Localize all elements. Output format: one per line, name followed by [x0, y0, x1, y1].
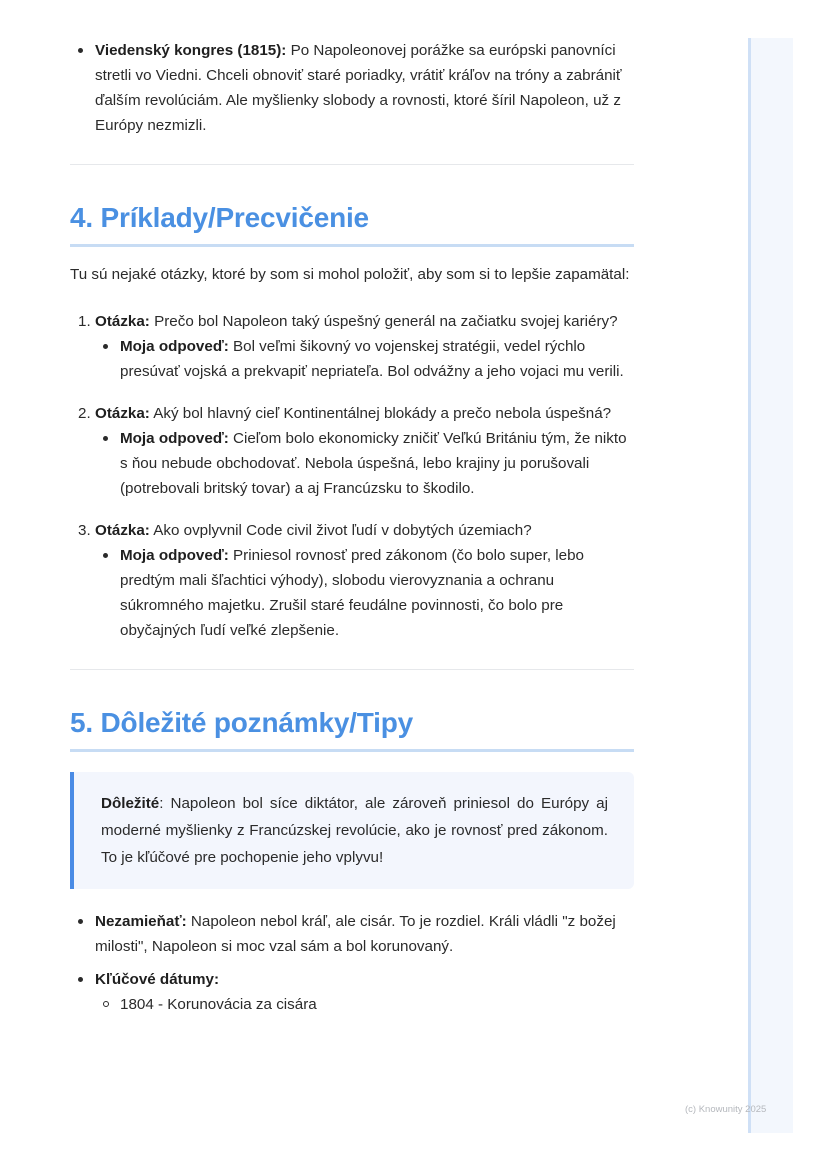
dates-list [95, 992, 634, 1017]
bullet-text: Po Napoleonovej porážke sa európski panovníci stretli vo Viedni. Chceli obnoviť staré poriadky, vrátiť kráľov na tróny a zabrániť ďalším revolúciám. Ale myšlienky slobody a rovnosti, ktoré šíril Napoleon, už z Európy nezmizli. [95, 42, 622, 134]
answer-list [95, 543, 634, 643]
copyright-footer: (c) Knowunity 2025 [685, 1104, 767, 1115]
question-item [70, 401, 634, 501]
question-item [70, 309, 634, 384]
important-callout [70, 772, 634, 889]
answer-text: Cieľom bolo ekonomicky zničiť Veľkú Britániu tým, že nikto s ňou nebude obchodovať. Nebola úspešná, lebo krajiny ju porušovali (potrebovali britský tovar) a aj Francúzsku to škodilo. [120, 430, 627, 497]
answer-list [95, 426, 634, 501]
callout-label: Dôležité [101, 795, 160, 812]
question-text: Ako ovplyvnil Code civil život ľudí v dobytých územiach? [149, 522, 532, 539]
answer-item [95, 543, 634, 643]
bullet-label: Kľúčové dátumy: [95, 971, 219, 988]
document-content [70, 38, 634, 1017]
callout-text: : Napoleon bol síce diktátor, ale zároveň priniesol do Európy aj moderné myšlienky z Francúzskej revolúcie, ako je rovnosť pred zákonom. To je kľúčové pre pochopenie jeho vplyvu! [101, 795, 608, 866]
answer-text: Bol veľmi šikovný vo vojenskej stratégii, vedel rýchlo presúvať vojská a prekvapiť nepriateľa. Bol odvážny a jeho vojaci mu verili. [120, 338, 624, 380]
answer-list [95, 334, 634, 384]
answer-item [95, 334, 634, 384]
list-item [70, 909, 634, 959]
answer-label: Moja odpoveď: [120, 430, 229, 447]
section-intro: Tu sú nejaké otázky, ktoré by som si mohol položiť, aby som si to lepšie zapamätal: [70, 266, 630, 283]
question-number: 2. [78, 405, 91, 422]
bullet-label: Nezamieňať: [95, 913, 187, 930]
list-item [70, 38, 634, 138]
bullet-label: Viedenský kongres (1815): [95, 42, 287, 59]
section-heading-examples: 4. Príklady/Precvičenie [70, 199, 634, 247]
question-label: Otázka: [95, 522, 150, 539]
tips-list [70, 909, 634, 1017]
question-item [70, 518, 634, 643]
list-item [70, 967, 634, 1017]
answer-label: Moja odpoveď: [120, 338, 229, 355]
question-label: Otázka: [95, 405, 150, 422]
question-number: 3. [78, 522, 91, 539]
answer-label: Moja odpoveď: [120, 547, 229, 564]
section-heading-tips: 5. Dôležité poznámky/Tipy [70, 704, 634, 752]
top-bullet-list [70, 38, 634, 138]
question-text: Prečo bol Napoleon taký úspešný generál na začiatku svojej kariéry? [149, 313, 618, 330]
date-item: 1804 - Korunovácia za cisára [95, 992, 634, 1017]
bullet-text: Napoleon nebol kráľ, ale cisár. To je rozdiel. Králi vládli "z božej milosti", Napoleon si moc vzal sám a bol korunovaný. [95, 913, 616, 955]
side-panel [748, 38, 793, 1133]
question-number: 1. [78, 313, 91, 330]
answer-text: Priniesol rovnosť pred zákonom (čo bolo super, lebo predtým mali šľachtici výhody), slobodu vierovyznania a ochranu súkromného majetku. Zrušil staré feudálne povinnosti, čo bolo pre obyčajných ľudí veľké zlepšenie. [120, 547, 584, 639]
question-label: Otázka: [95, 313, 150, 330]
question-text: Aký bol hlavný cieľ Kontinentálnej blokády a prečo nebola úspešná? [149, 405, 612, 422]
question-list [70, 309, 634, 643]
answer-item [95, 426, 634, 501]
